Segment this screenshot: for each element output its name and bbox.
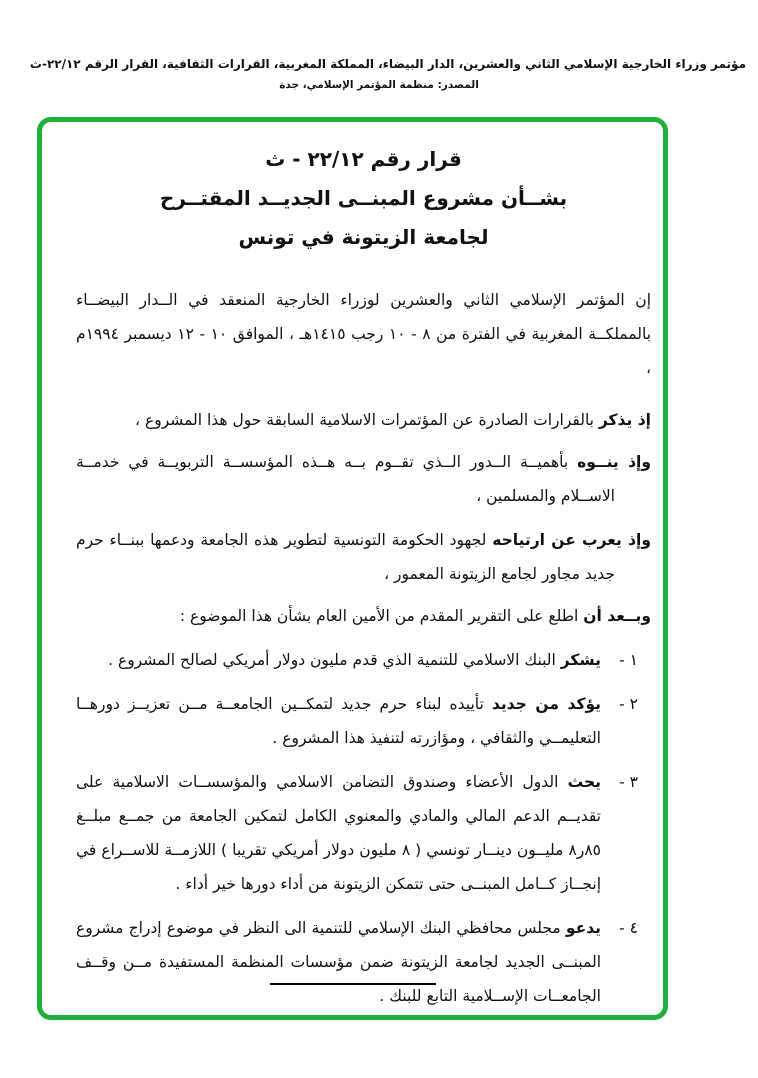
preamble-lead: وإذ يعرب عن ارتياحه (492, 531, 651, 549)
preamble-lead: إذ يذكر (598, 411, 651, 429)
item-text: تأييده لبناء حرم جديد لتمكــين الجامعــة مــن تعزيــز دورهــا التعليمــي والثقافي ، ومؤازرته لتنفيذ هذا المشروع . (76, 695, 601, 747)
resolution-border-box (37, 117, 668, 1020)
resolution-item (76, 687, 651, 755)
item-number: ٣ - (619, 773, 638, 791)
item-lead: يشكر (560, 651, 601, 669)
resolution-item (76, 643, 651, 677)
preamble-text: اطلع على التقرير المقدم من الأمين العام بشأن هذا الموضوع : (179, 607, 584, 625)
header-source: المصدر: منظمة المؤتمر الإسلامي، جدة (279, 79, 479, 91)
item-lead: يحث (567, 773, 601, 791)
preamble-text: بالقرارات الصادرة عن المؤتمرات الاسلامية السابقة حول هذا المشروع ، (135, 411, 599, 429)
item-text: مجلس محافظي البنك الإسلامي للتنمية الى النظر في موضوع إدراج مشروع المبنــى الجديد لجامعة الزيتونة ضمن مؤسسات المنظمة المستفيدة مــن وقــف الجامعــات الإســلامية التابع للبنك . (76, 919, 601, 1005)
preamble-paragraph (76, 403, 651, 437)
item-lead: يدعو (565, 919, 601, 937)
item-number: ١ - (619, 651, 638, 669)
resolution-item (76, 765, 651, 901)
footer-divider-line (270, 983, 436, 985)
item-number: ٤ - (619, 919, 638, 937)
preamble-text: بأهميــة الــدور الــذي تقــوم بــه هــذه المؤسســة التربويــة في خدمــة الاســلام والمسلمين ، (76, 453, 615, 505)
title-line-university: لجامعة الزيتونة في تونس (238, 225, 489, 249)
preamble-paragraph (76, 523, 651, 591)
header-citation: مؤتمر وزراء الخارجية الإسلامي الثاني والعشرين، الدار البيضاء، المملكة المغربية، القرارات الثقافية، القرار الرقم ٢٢/١٢-ث (29, 57, 746, 71)
resolution-item (76, 911, 651, 1013)
preamble-paragraph (76, 599, 651, 633)
item-number: ٢ - (619, 695, 638, 713)
title-line-subject: بشــأن مشروع المبنــى الجديــد المقتــرح (159, 186, 568, 210)
resolution-items (76, 643, 651, 1013)
title-line-number: قرار رقم ٢٢/١٢ - ث (265, 147, 462, 171)
document-header (12, 56, 746, 93)
preamble-text: إن المؤتمر الإسلامي الثاني والعشرين لوزراء الخارجية المنعقد في الــدار البيضــاء بالمملكــة المغربية في الفترة من ٨ - ١٠ رجب ١٤١٥هـ ، الموافق ١٠ - ١٢ ديسمبر ١٩٩٤م ، (76, 291, 652, 377)
preamble-text: لجهود الحكومة التونسية لتطوير هذه الجامعة ودعمها ببنــاء حرم جديد مجاور لجامع الزيتونة المعمور ، (76, 531, 615, 583)
resolution-title (76, 140, 651, 257)
item-text: الدول الأعضاء وصندوق التضامن الاسلامي والمؤسســات الاسلامية على تقديــم الدعم المالي والمادي والمعنوي الكامل لتمكين الجامعة من جمــع مبلــغ ٨٥ر٨ مليــون دينــار تونسي ( ٨ مليون دولار أمريكي تقريبا ) اللازمــة للاســراع في إنجــاز كــامل المبنــى حتى تتمكن الزيتونة من أداء دورها خير أداء . (76, 773, 601, 893)
preamble-paragraph (76, 283, 651, 385)
preamble-lead: وبــعد أن (583, 607, 651, 625)
item-lead: يؤكد من جديد (491, 695, 601, 713)
preamble-lead: وإذ ينــوه (577, 453, 651, 471)
item-text: البنك الاسلامي للتنمية الذي قدم مليون دولار أمريكي لصالح المشروع . (108, 651, 561, 669)
preamble-paragraph (76, 445, 651, 513)
